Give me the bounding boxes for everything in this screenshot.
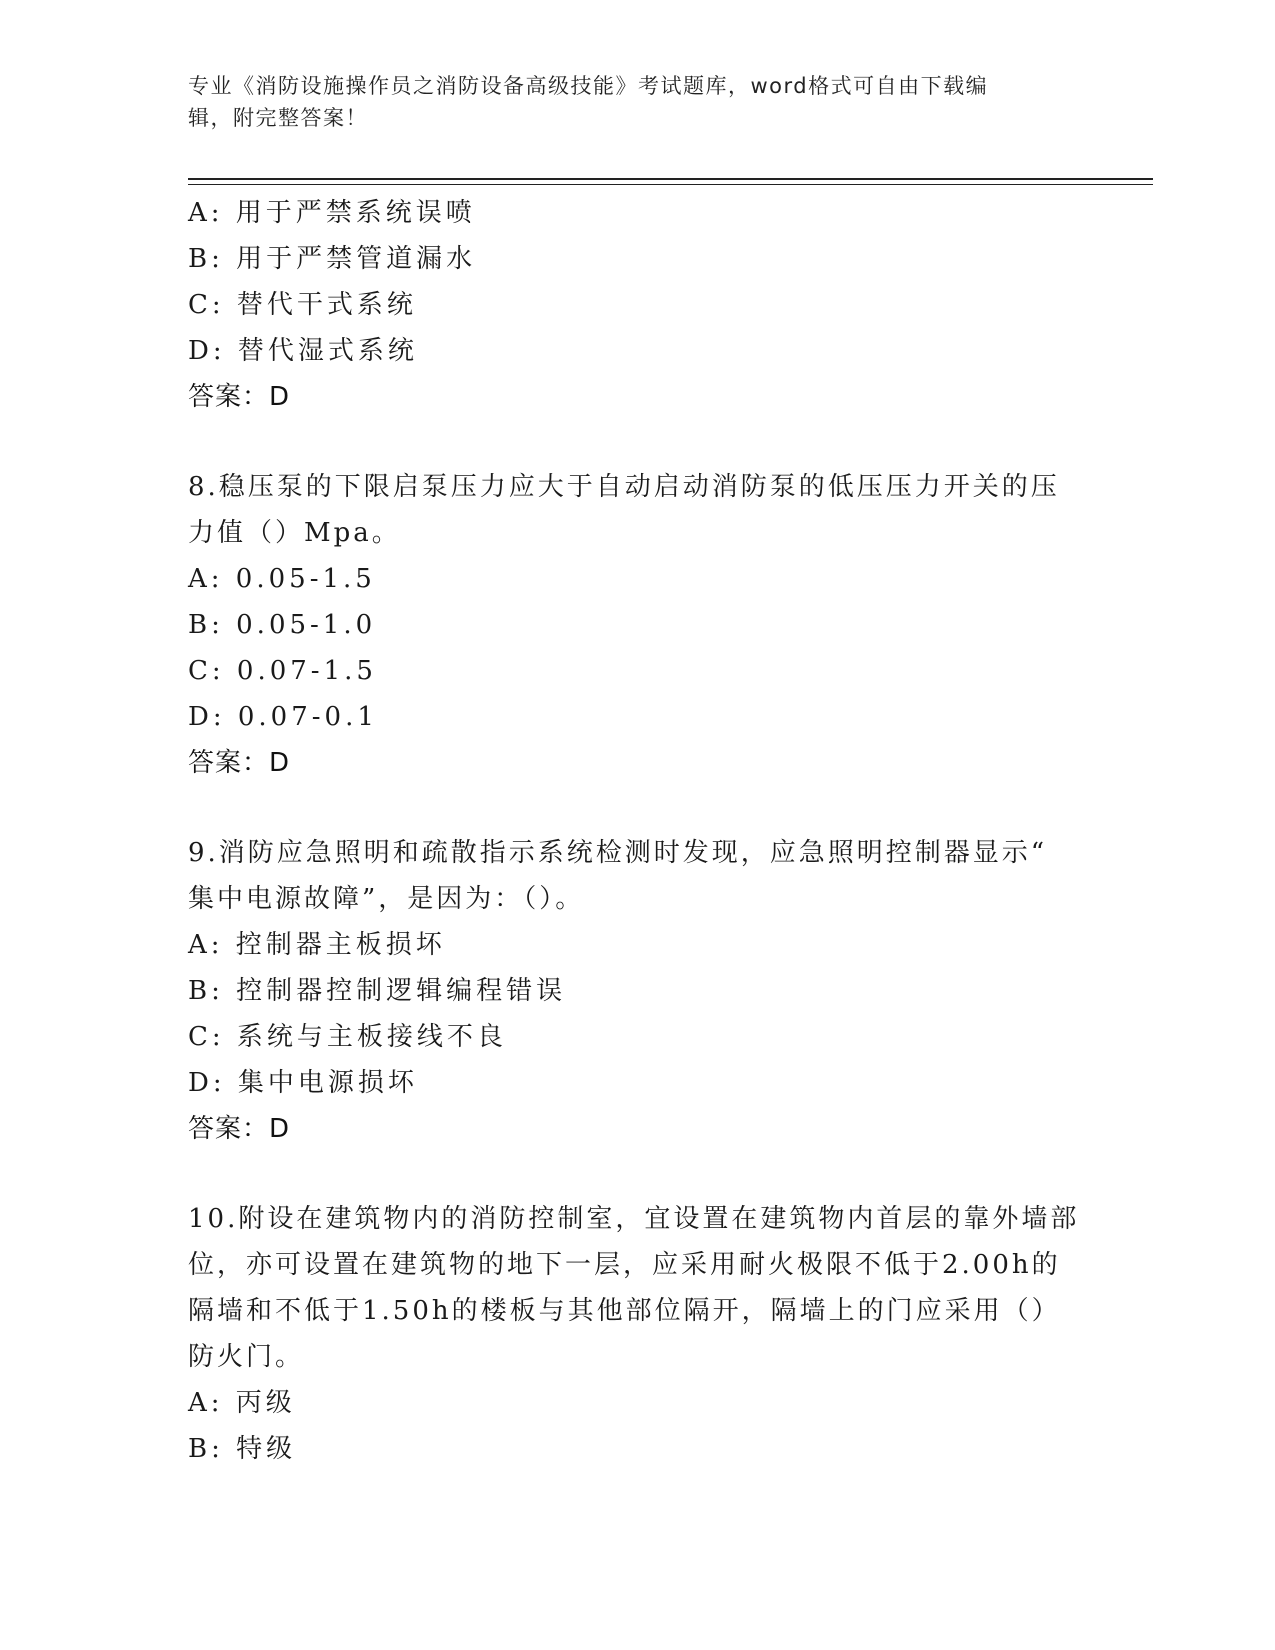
- question-stem-line: 10.附设在建筑物内的消防控制室，宜设置在建筑物内首层的靠外墙部: [188, 1204, 1080, 1234]
- option-a: A: 控制器主板损坏: [188, 930, 446, 960]
- document-header: [188, 70, 1068, 134]
- option-c: C: 替代干式系统: [188, 290, 417, 320]
- option-b: B: 用于严禁管道漏水: [188, 244, 477, 274]
- answer-line: 答案：D: [188, 382, 291, 412]
- question-stem-line: 9.消防应急照明和疏散指示系统检测时发现，应急照明控制器显示“: [188, 838, 1048, 868]
- question-7: [188, 190, 1088, 420]
- header-line-1: 专业《消防设施操作员之消防设备高级技能》考试题库，word格式可自由下载编: [188, 74, 989, 98]
- option-a: A: 丙级: [188, 1388, 296, 1418]
- question-9: [188, 830, 1088, 1152]
- header-divider-thick: [188, 178, 1153, 180]
- question-stem-line: 防火门。: [188, 1342, 305, 1372]
- answer-line: 答案：D: [188, 748, 291, 778]
- option-d: D: 集中电源损坏: [188, 1068, 418, 1098]
- option-b: B: 0.05-1.0: [188, 610, 377, 640]
- option-c: C: 系统与主板接线不良: [188, 1022, 507, 1052]
- question-stem-line: 隔墙和不低于1.50h的楼板与其他部位隔开，隔墙上的门应采用（）: [188, 1296, 1061, 1326]
- question-list: [188, 190, 1088, 1472]
- spacer: [188, 1152, 1088, 1196]
- spacer: [188, 786, 1088, 830]
- option-d: D: 替代湿式系统: [188, 336, 418, 366]
- question-stem-line: 8.稳压泵的下限启泵压力应大于自动启动消防泵的低压压力开关的压: [188, 472, 1060, 502]
- question-10: [188, 1196, 1088, 1472]
- option-b: B: 控制器控制逻辑编程错误: [188, 976, 567, 1006]
- question-8: [188, 464, 1088, 786]
- header-divider-thin: [188, 184, 1153, 185]
- question-stem-line: 位，亦可设置在建筑物的地下一层，应采用耐火极限不低于2.00h的: [188, 1250, 1061, 1280]
- option-a: A: 0.05-1.5: [188, 564, 376, 594]
- option-a: A: 用于严禁系统误喷: [188, 198, 476, 228]
- spacer: [188, 420, 1088, 464]
- option-d: D: 0.07-0.1: [188, 702, 378, 732]
- answer-line: 答案：D: [188, 1114, 291, 1144]
- question-stem-line: 力值（）Mpa。: [188, 518, 401, 548]
- option-b: B: 特级: [188, 1434, 297, 1464]
- header-line-2: 辑，附完整答案！: [188, 106, 368, 130]
- question-stem-line: 集中电源故障”，是因为：（）。: [188, 884, 585, 914]
- option-c: C: 0.07-1.5: [188, 656, 377, 686]
